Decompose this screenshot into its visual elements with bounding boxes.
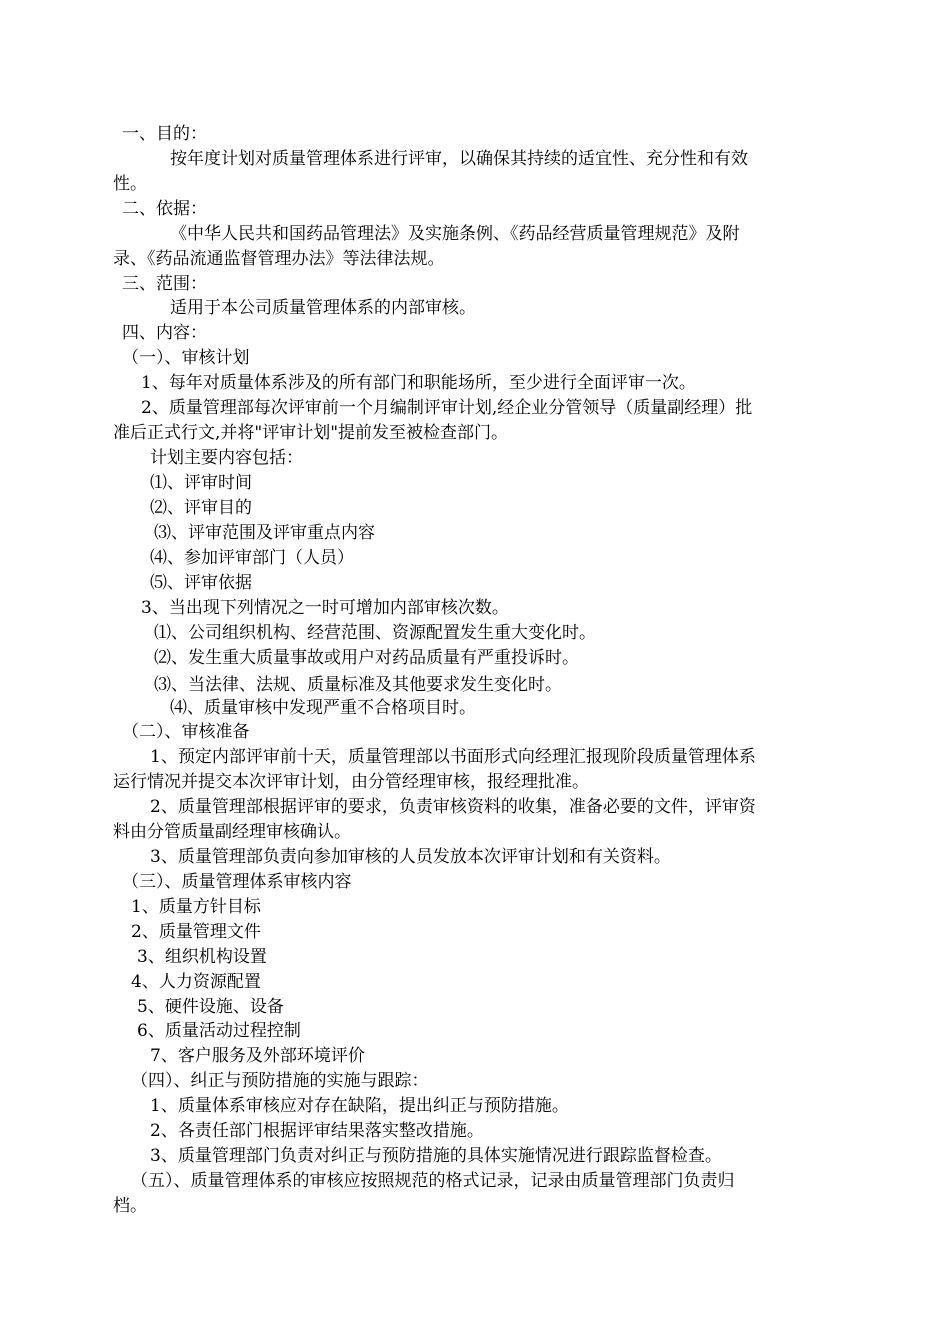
content-line: 料由分管质量副经理审核确认。	[113, 822, 351, 842]
content-line: 3、当出现下列情况之一时可增加内部审核次数。	[141, 598, 509, 618]
basis-text-line: 《中华人民共和国药品管理法》及实施条例、《药品经营质量管理规范》及附	[170, 224, 740, 244]
purpose-text-line: 按年度计划对质量管理体系进行评审，以确保其持续的适宜性、充分性和有效	[170, 149, 748, 169]
basis-text-line: 录、《药品流通监督管理办法》等法律法规。	[113, 249, 445, 269]
list-item: 5、硬件设施、设备	[137, 997, 284, 1017]
list-item: 3、组织机构设置	[137, 947, 267, 967]
list-item: ⑸、评审依据	[150, 573, 252, 593]
list-item: ⑴、公司组织机构、经营范围、资源配置发生重大变化时。	[154, 623, 596, 643]
content-line: 档。	[113, 1196, 147, 1216]
heading-content: 四、内容：	[122, 323, 207, 343]
content-line: 计划主要内容包括：	[150, 448, 303, 468]
subheading-audit-plan: （一）、审核计划	[122, 348, 250, 368]
content-line: 运行情况并提交本次评审计划，由分管经理审核，报经理批准。	[113, 772, 589, 792]
subheading-audit-preparation: （二）、审核准备	[122, 722, 250, 742]
list-item: ⑷、质量审核中发现严重不合格项目时。	[170, 698, 476, 718]
scope-text-line: 适用于本公司质量管理体系的内部审核。	[170, 298, 476, 318]
subheading-audit-content: （三）、质量管理体系审核内容	[122, 872, 352, 892]
list-item: 1、质量方针目标	[131, 897, 261, 917]
subheading-records: （五）、质量管理体系的审核应按照规范的格式记录，记录由质量管理部门负责归	[131, 1171, 735, 1191]
list-item: ⑴、评审时间	[150, 473, 252, 493]
purpose-text-line: 性。	[113, 174, 147, 194]
list-item: ⑵、评审目的	[150, 498, 252, 518]
list-item: 7、客户服务及外部环境评价	[150, 1046, 365, 1066]
subheading-corrective-actions: （四）、纠正与预防措施的实施与跟踪：	[131, 1071, 429, 1091]
list-item: 2、质量管理文件	[131, 922, 261, 942]
heading-purpose: 一、目的：	[122, 124, 207, 144]
list-item: ⑶、当法律、法规、质量标准及其他要求发生变化时。	[154, 675, 562, 695]
content-line: 准后正式行文,并将"评审计划"提前发至被检查部门。	[113, 423, 509, 443]
content-line: 1、每年对质量体系涉及的所有部门和职能场所，至少进行全面评审一次。	[141, 373, 696, 393]
content-line: 3、质量管理部门负责对纠正与预防措施的具体实施情况进行跟踪监督检查。	[150, 1146, 722, 1166]
list-item: ⑶、评审范围及评审重点内容	[154, 523, 375, 543]
list-item: ⑵、发生重大质量事故或用户对药品质量有严重投诉时。	[154, 648, 579, 668]
content-line: 3、质量管理部负责向参加审核的人员发放本次评审计划和有关资料。	[150, 847, 671, 867]
heading-scope: 三、范围：	[122, 274, 207, 294]
list-item: 4、人力资源配置	[131, 972, 261, 992]
list-item: ⑷、参加评审部门（人员）	[150, 548, 354, 568]
content-line: 1、质量体系审核应对存在缺陷，提出纠正与预防措施。	[150, 1096, 569, 1116]
content-line: 2、各责任部门根据评审结果落实整改措施。	[150, 1121, 484, 1141]
content-line: 2、质量管理部根据评审的要求，负责审核资料的收集，准备必要的文件，评审资	[150, 797, 756, 817]
heading-basis: 二、依据：	[122, 199, 207, 219]
list-item: 6、质量活动过程控制	[137, 1021, 301, 1041]
content-line: 1、预定内部评审前十天，质量管理部以书面形式向经理汇报现阶段质量管理体系	[150, 747, 756, 767]
content-line: 2、质量管理部每次评审前一个月编制评审计划,经企业分管领导（质量副经理）批	[141, 398, 753, 418]
